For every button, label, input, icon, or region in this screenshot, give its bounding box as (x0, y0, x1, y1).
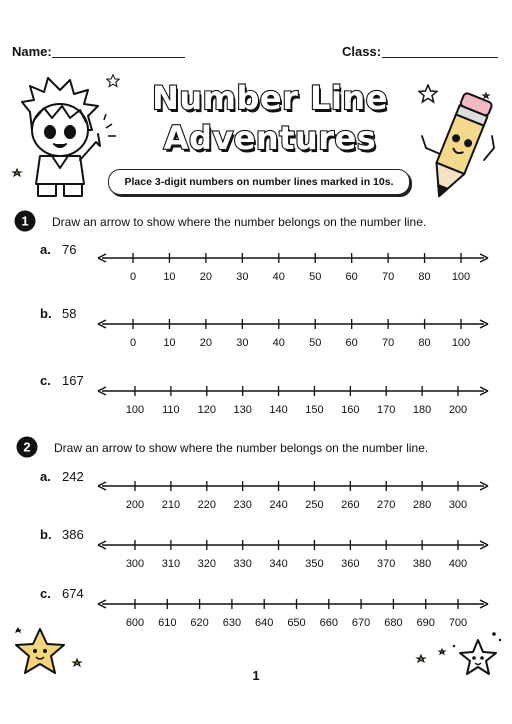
tick-label: 170 (377, 404, 396, 416)
tick-label: 320 (197, 558, 216, 570)
tick-label: 100 (125, 404, 145, 416)
star-icon (106, 74, 120, 88)
class-label: Class: (342, 44, 382, 59)
sparkle-icon (13, 169, 21, 176)
name-field[interactable] (52, 57, 185, 58)
name-label: Name: (12, 44, 52, 59)
tick-label: 200 (448, 404, 468, 416)
question-badge-2 (16, 436, 38, 458)
tick-label: 30 (236, 337, 249, 349)
tick-label: 60 (345, 337, 358, 349)
item-number: 58 (62, 306, 77, 321)
number-line-2b[interactable] (96, 537, 496, 577)
tick-label: 10 (163, 337, 176, 349)
tick-label: 70 (381, 271, 395, 283)
title-line1: Number Line (152, 79, 388, 117)
question-2-instruction: Draw an arrow to show where the number belongs on the number line. (54, 441, 429, 455)
tick-label: 310 (161, 558, 181, 570)
number-line-1c[interactable] (96, 383, 496, 423)
tick-label: 700 (448, 617, 468, 629)
tick-label: 340 (269, 558, 288, 570)
tick-label: 350 (305, 558, 324, 570)
item-letter: b. (40, 306, 52, 321)
class-field[interactable] (382, 57, 498, 58)
tick-label: 40 (272, 271, 285, 283)
tick-label: 400 (448, 558, 468, 570)
item-letter: a. (40, 469, 51, 484)
tick-label: 0 (129, 271, 137, 283)
tick-label: 100 (451, 337, 471, 349)
tick-label: 150 (305, 404, 324, 416)
tick-label: 630 (222, 617, 242, 629)
number-line-2a[interactable] (96, 478, 496, 518)
tick-label: 270 (377, 499, 396, 511)
question-badge-1 (14, 210, 36, 232)
tick-label: 20 (199, 337, 213, 349)
subtitle-banner: Place 3-digit numbers on number lines marked in 10s. (108, 169, 410, 195)
tick-label: 0 (129, 337, 137, 349)
tick-label: 380 (412, 558, 432, 570)
number-line-1a[interactable] (96, 250, 496, 290)
tick-label: 280 (412, 499, 432, 511)
tick-label: 20 (199, 271, 213, 283)
tick-label: 650 (287, 617, 306, 629)
item-letter: b. (40, 527, 52, 542)
tick-label: 660 (319, 617, 338, 629)
tick-label: 680 (384, 617, 403, 629)
item-number: 674 (62, 586, 84, 601)
pencil-mascot-icon (418, 88, 500, 206)
tick-label: 240 (269, 499, 288, 511)
sparkle-icon (483, 93, 489, 98)
tick-label: 220 (197, 499, 216, 511)
title-line2: Adventures (163, 119, 377, 157)
tick-label: 70 (381, 337, 395, 349)
boy-icon (8, 72, 118, 200)
tick-label: 80 (418, 271, 431, 283)
tick-label: 360 (341, 558, 360, 570)
tick-label: 130 (233, 404, 252, 416)
tick-label: 620 (190, 617, 209, 629)
tick-label: 140 (269, 404, 288, 416)
item-letter: a. (40, 242, 51, 257)
item-number: 76 (62, 242, 77, 257)
tick-label: 260 (341, 499, 360, 511)
question-1-instruction: Draw an arrow to show where the number belongs on the number line. (52, 215, 427, 229)
page-number: 1 (252, 668, 260, 683)
tick-label: 610 (158, 617, 177, 629)
tick-label: 250 (305, 499, 324, 511)
tick-label: 370 (377, 558, 396, 570)
tick-label: 80 (418, 337, 431, 349)
tick-label: 330 (233, 558, 252, 570)
tick-label: 120 (197, 404, 216, 416)
tick-label: 40 (272, 337, 285, 349)
tick-label: 160 (341, 404, 360, 416)
tick-label: 10 (163, 271, 176, 283)
item-number: 386 (62, 527, 84, 542)
item-number: 167 (62, 373, 84, 388)
item-letter: c. (40, 373, 51, 388)
item-letter: c. (40, 586, 51, 601)
item-number: 242 (62, 469, 84, 484)
tick-label: 670 (351, 617, 371, 629)
tick-label: 300 (125, 558, 145, 570)
tick-label: 50 (309, 337, 322, 349)
tick-label: 300 (448, 499, 468, 511)
tick-label: 600 (125, 617, 145, 629)
tick-label: 690 (416, 617, 435, 629)
tick-label: 50 (309, 271, 322, 283)
tick-label: 30 (236, 271, 249, 283)
svg-text:2: 2 (23, 439, 31, 455)
tick-label: 100 (451, 271, 471, 283)
tick-label: 60 (345, 271, 358, 283)
tick-label: 230 (233, 499, 252, 511)
number-line-1b[interactable] (96, 316, 496, 356)
tick-label: 180 (412, 404, 432, 416)
tick-label: 110 (162, 404, 180, 416)
tick-label: 210 (161, 499, 181, 511)
tick-label: 200 (125, 499, 145, 511)
tick-label: 640 (255, 617, 274, 629)
svg-text:1: 1 (21, 213, 29, 229)
